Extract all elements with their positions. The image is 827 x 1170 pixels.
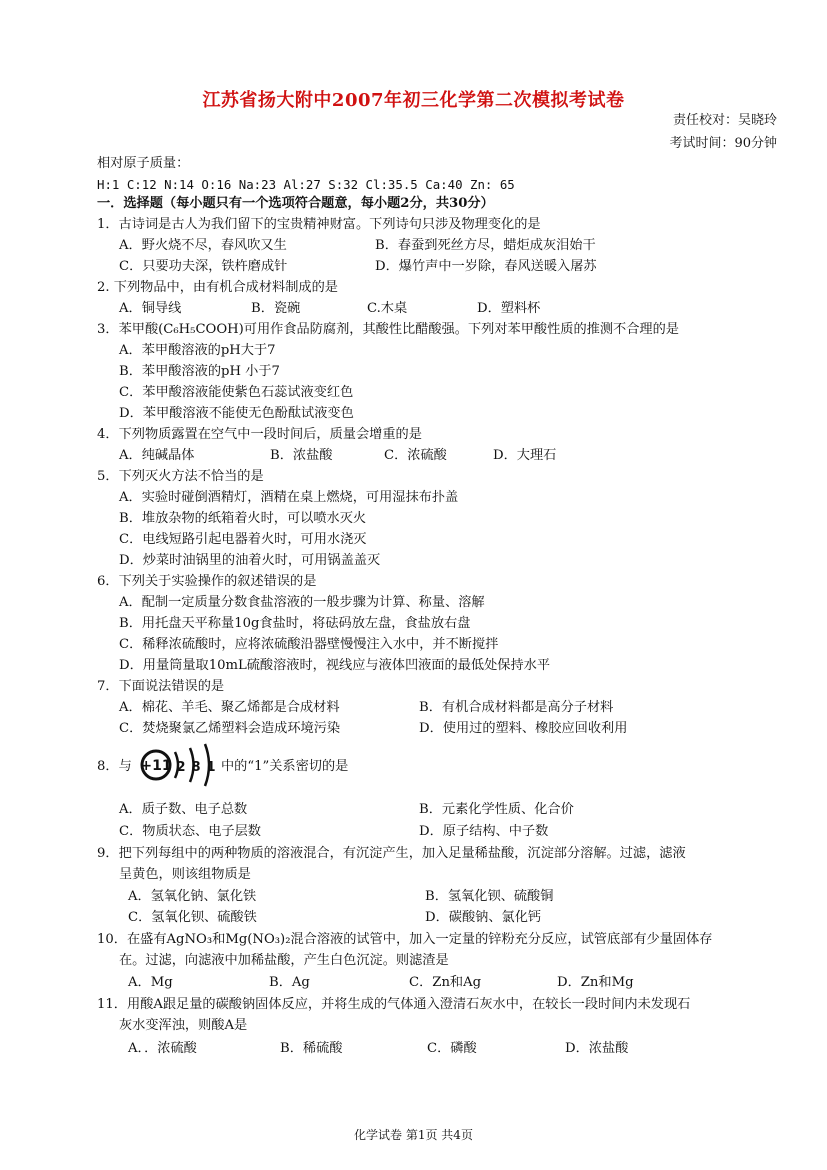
option-a: A．实验时碰倒酒精灯，酒精在桌上燃烧，可用湿抹布扑盖 (119, 490, 459, 505)
option-a: A．Mg (128, 975, 173, 990)
option-d: D．大理石 (493, 448, 557, 463)
question-stem-prefix: 8．与 (97, 759, 132, 774)
option-d: D．使用过的塑料、橡胶应回收利用 (419, 721, 628, 736)
atomic-masses: H:1 C:12 N:14 O:16 Na:23 Al:27 S:32 Cl:35.5 Ca:40 Zn: 65 (97, 177, 515, 192)
question-stem: 2. 下列物品中，由有机合成材料制成的是 (97, 280, 338, 295)
question-stem: 3．苯甲酸(C₆H₅COOH)可用作食品防腐剂，其酸性比醋酸强。下列对苯甲酸性质的推测不合理的是 (97, 322, 679, 337)
option-c: C．磷酸 (427, 1041, 477, 1056)
option-a: A．铜导线 (119, 301, 182, 316)
option-d: D．用量筒量取10mL硫酸溶液时，视线应与液体凹液面的最低处保持水平 (119, 658, 551, 673)
question-stem: 10．在盛有AgNO₃和Mg(NO₃)₂混合溶液的试管中，加入一定量的锌粉充分反应，试管底部有少量固体存 (97, 932, 713, 947)
option-c: C.木桌 (367, 301, 408, 316)
option-c: C．苯甲酸溶液能使紫色石蕊试液变红色 (119, 385, 354, 400)
question-stem: 11．用酸A跟足量的碳酸钠固体反应，并将生成的气体通入澄清石灰水中，在较长一段时间内未发现石 (97, 997, 691, 1012)
question-stem: 5．下列灭火方法不恰当的是 (97, 469, 264, 484)
option-b: B．苯甲酸溶液的pH 小于7 (119, 364, 280, 379)
option-a: A．．浓硫酸 (128, 1041, 197, 1056)
option-c: C．Zn和Ag (409, 975, 482, 990)
option-a: A．质子数、电子总数 (119, 802, 248, 817)
option-c: C．焚烧聚氯乙烯塑料会造成环境污染 (119, 721, 341, 736)
question-stem-continued: 灰水变浑浊，则酸A是 (119, 1018, 248, 1033)
option-a: A．配制一定质量分数食盐溶液的一般步骤为计算、称量、溶解 (119, 595, 485, 610)
option-b: B．用托盘天平称量10g食盐时，将砝码放左盘，食盐放右盘 (119, 616, 471, 631)
exam-title: 江苏省扬大附中2007年初三化学第二次模拟考试卷 (202, 90, 625, 111)
question-stem: 1．古诗词是古人为我们留下的宝贵精神财富。下列诗句只涉及物理变化的是 (97, 217, 541, 232)
option-c: C．电线短路引起电器着火时，可用水浇灭 (119, 532, 367, 547)
question-stem-continued: 在。过滤，向滤液中加稀盐酸，产生白色沉淀。则滤渣是 (119, 953, 449, 968)
option-d: D．苯甲酸溶液不能使无色酚酞试液变色 (119, 406, 354, 421)
option-a: A．氢氧化钠、氯化铁 (128, 889, 257, 904)
option-a: A．苯甲酸溶液的pH大于7 (119, 343, 276, 358)
question-stem: 6．下列关于实验操作的叙述错误的是 (97, 574, 317, 589)
option-b: B．有机合成材料都是高分子材料 (419, 700, 614, 715)
option-d: D．Zn和Mg (557, 975, 634, 990)
section-heading: 一．选择题（每小题只有一个选项符合题意，每小题2分，共30分） (97, 196, 494, 211)
question-stem: 4．下列物质露置在空气中一段时间后，质量会增重的是 (97, 427, 422, 442)
option-d: D．浓盐酸 (565, 1041, 629, 1056)
option-b: B．春蚕到死丝方尽，蜡炬成灰泪始干 (375, 238, 596, 253)
option-c: C．浓硫酸 (384, 448, 447, 463)
option-a: A．野火烧不尽，春风吹又生 (119, 238, 287, 253)
option-c: C．物质状态、电子层数 (119, 824, 261, 839)
atomic-mass-label: 相对原子质量： (97, 156, 190, 171)
question-stem-suffix: 中的“1”关系密切的是 (221, 759, 349, 774)
question-stem: 7．下面说法错误的是 (97, 679, 225, 694)
option-b: B．Ag (269, 975, 310, 990)
option-d: D．炒菜时油锅里的油着火时，可用锅盖盖灭 (119, 553, 381, 568)
option-c: C．只要功夫深，铁杵磨成针 (119, 259, 288, 274)
nucleus-charge: +11 (140, 758, 172, 774)
option-b: B．稀硫酸 (280, 1041, 343, 1056)
option-a: A．棉花、羊毛、聚乙烯都是合成材料 (119, 700, 340, 715)
option-d: D．爆竹声中一岁除，春风送暖入屠苏 (375, 259, 597, 274)
option-b: B．元素化学性质、化合价 (419, 802, 574, 817)
option-b: B．浓盐酸 (270, 448, 333, 463)
shell-3-electrons: 1 (206, 760, 216, 775)
shell-1-electrons: 2 (176, 760, 186, 775)
atom-structure-diagram (139, 740, 219, 790)
option-d: D．塑料杯 (477, 301, 541, 316)
option-a: A．纯碱晶体 (119, 448, 195, 463)
shell-2-electrons: 8 (191, 760, 201, 775)
option-d: D．碳酸钠、氯化钙 (425, 910, 542, 925)
question-stem-continued: 呈黄色，则该组物质是 (119, 867, 251, 882)
exam-time: 考试时间：90分钟 (669, 136, 777, 151)
option-c: C．稀释浓硫酸时，应将浓硫酸沿器壁慢慢注入水中，并不断搅拌 (119, 637, 499, 652)
option-c: C．氢氧化钡、硫酸铁 (128, 910, 257, 925)
question-stem: 9．把下列每组中的两种物质的溶液混合，有沉淀产生，加入足量稀盐酸，沉淀部分溶解。过滤，滤液 (97, 846, 686, 861)
page-footer: 化学试卷 第1页 共4页 (354, 1128, 473, 1142)
option-b: B．堆放杂物的纸箱着火时，可以喷水灭火 (119, 511, 367, 526)
option-d: D．原子结构、中子数 (419, 824, 549, 839)
option-b: B．瓷碗 (251, 301, 301, 316)
proofreader: 责任校对：吴晓玲 (672, 113, 777, 128)
option-b: B．氢氧化钡、硫酸铜 (425, 889, 554, 904)
